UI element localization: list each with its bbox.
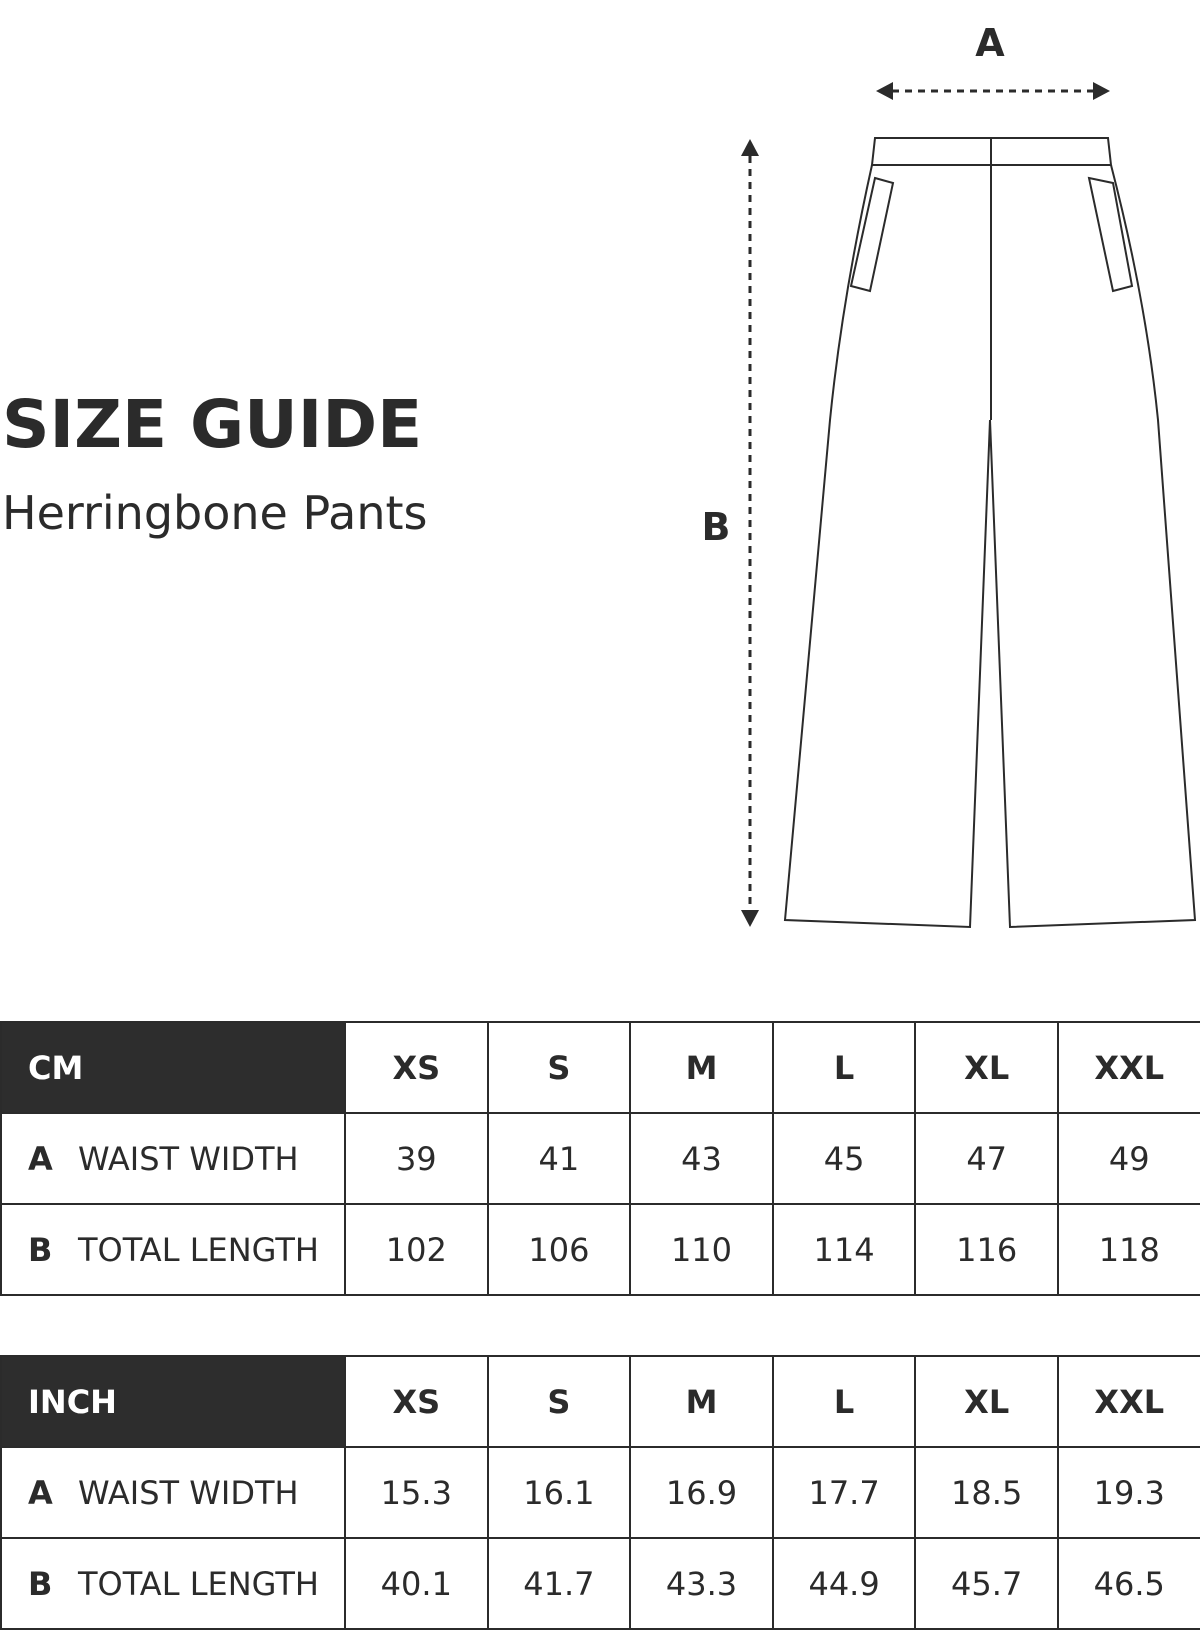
- dimension-label-b: B: [701, 505, 731, 549]
- row-name: TOTAL LENGTH: [78, 1230, 319, 1269]
- table-cell: 49: [1058, 1113, 1200, 1204]
- waist-width-arrow-icon: [876, 82, 1110, 100]
- size-table-inch: [0, 1355, 1200, 1630]
- row-letter: B: [28, 1230, 53, 1269]
- table-row: [1, 1113, 1200, 1204]
- size-header: S: [488, 1022, 631, 1113]
- table-cell: 102: [345, 1204, 488, 1295]
- table-cell: 106: [488, 1204, 631, 1295]
- size-header: L: [773, 1022, 916, 1113]
- product-name: Herringbone Pants: [2, 486, 428, 540]
- row-label: [1, 1113, 345, 1204]
- unit-header: CM: [1, 1022, 345, 1113]
- size-header: XXL: [1058, 1356, 1200, 1447]
- row-label: [1, 1447, 345, 1538]
- table-cell: 43.3: [630, 1538, 773, 1629]
- table-cell: 39: [345, 1113, 488, 1204]
- table-cell: 41.7: [488, 1538, 631, 1629]
- table-cell: 110: [630, 1204, 773, 1295]
- table-cell: 18.5: [915, 1447, 1058, 1538]
- table-cell: 45.7: [915, 1538, 1058, 1629]
- total-length-arrow-icon: [741, 139, 759, 927]
- size-table-cm: [0, 1021, 1200, 1296]
- row-name: TOTAL LENGTH: [78, 1564, 319, 1603]
- size-header: XL: [915, 1356, 1058, 1447]
- table-cell: 46.5: [1058, 1538, 1200, 1629]
- table-cell: 17.7: [773, 1447, 916, 1538]
- row-name: WAIST WIDTH: [78, 1473, 299, 1512]
- row-label: [1, 1538, 345, 1629]
- table-cell: 47: [915, 1113, 1058, 1204]
- size-header: XS: [345, 1356, 488, 1447]
- table-row: [1, 1204, 1200, 1295]
- table-cell: 16.1: [488, 1447, 631, 1538]
- dimension-label-a: A: [975, 21, 1005, 65]
- row-label: [1, 1204, 345, 1295]
- pants-outline-icon: [785, 138, 1195, 927]
- table-cell: 19.3: [1058, 1447, 1200, 1538]
- table-cell: 114: [773, 1204, 916, 1295]
- table-cell: 43: [630, 1113, 773, 1204]
- size-header: M: [630, 1356, 773, 1447]
- row-letter: A: [28, 1473, 53, 1512]
- table-row: [1, 1447, 1200, 1538]
- unit-header: INCH: [1, 1356, 345, 1447]
- table-cell: 44.9: [773, 1538, 916, 1629]
- table-cell: 41: [488, 1113, 631, 1204]
- row-letter: B: [28, 1564, 53, 1603]
- table-cell: 15.3: [345, 1447, 488, 1538]
- size-header: XS: [345, 1022, 488, 1113]
- row-name: WAIST WIDTH: [78, 1139, 299, 1178]
- table-header-row: [1, 1356, 1200, 1447]
- table-cell: 118: [1058, 1204, 1200, 1295]
- table-cell: 16.9: [630, 1447, 773, 1538]
- table-row: [1, 1538, 1200, 1629]
- size-header: M: [630, 1022, 773, 1113]
- size-header: L: [773, 1356, 916, 1447]
- size-header: S: [488, 1356, 631, 1447]
- table-cell: 40.1: [345, 1538, 488, 1629]
- table-cell: 45: [773, 1113, 916, 1204]
- size-header: XL: [915, 1022, 1058, 1113]
- page-title: SIZE GUIDE: [2, 386, 423, 463]
- row-letter: A: [28, 1139, 53, 1178]
- table-cell: 116: [915, 1204, 1058, 1295]
- size-header: XXL: [1058, 1022, 1200, 1113]
- table-header-row: [1, 1022, 1200, 1113]
